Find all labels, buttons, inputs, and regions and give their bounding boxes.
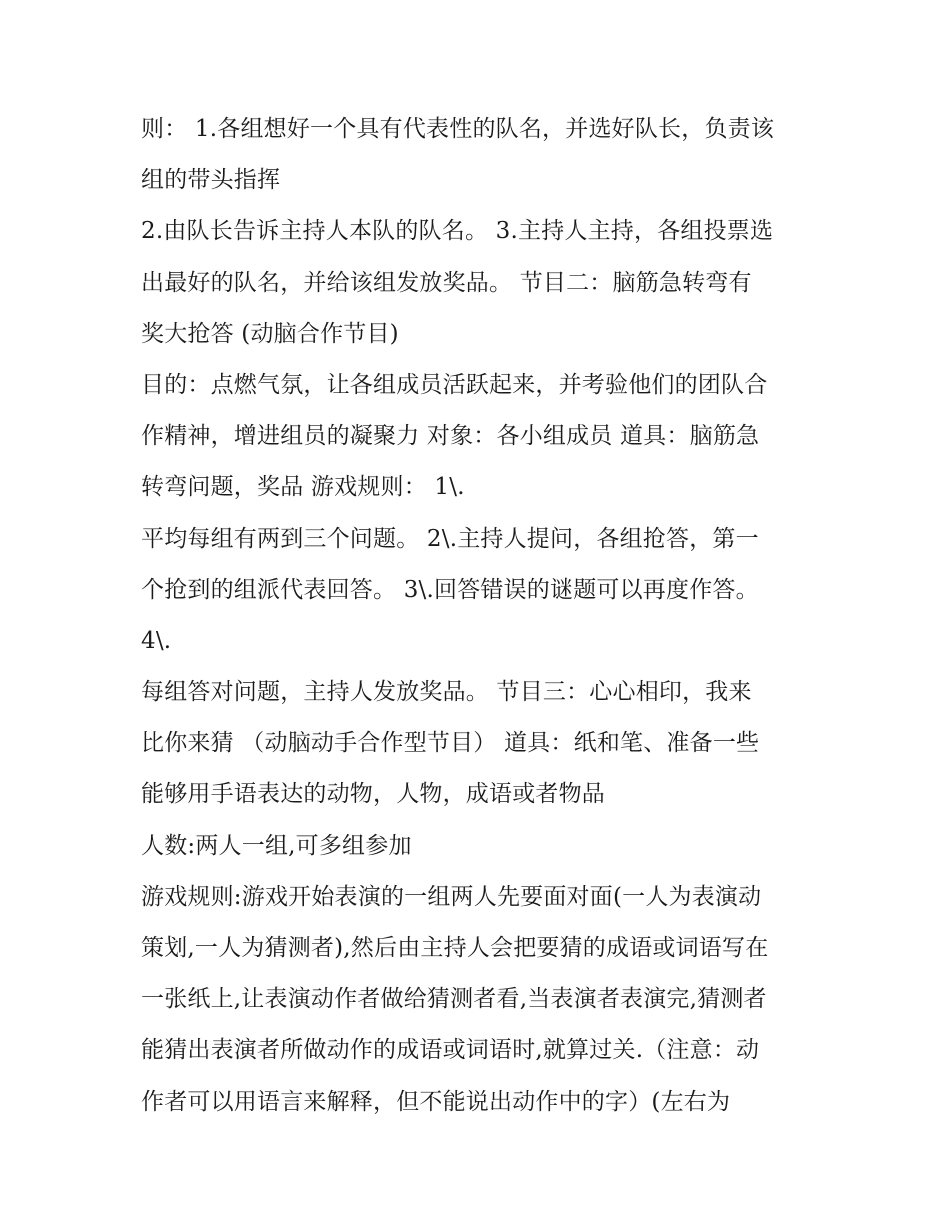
text-line: 奖大抢答 (动脑合作节目) — [141, 320, 399, 347]
text-line: 则： 1.各组想好一个具有代表性的队名，并选好队长，负责该 — [141, 116, 775, 142]
text-line: 个抢到的组派代表回答。 3\.回答错误的谜题可以再度作答。 — [141, 576, 759, 603]
text-line: 每组答对问题，主持人发放奖品。 节目三：心心相印，我来 — [141, 679, 752, 706]
text-line: 游戏规则:游戏开始表演的一组两人先要面对面(一人为表演动 — [141, 883, 762, 910]
text-line: 2.由队长告诉主持人本队的队名。 3.主持人主持，各组投票选 — [141, 218, 774, 245]
text-line: 作精神，增进组员的凝聚力 对象：各小组成员 道具：脑筋急 — [141, 423, 760, 450]
text-line: 一张纸上,让表演动作者做给猜测者看,当表演者表演完,猜测者 — [141, 986, 767, 1013]
text-line: 作者可以用语言来解释，但不能说出动作中的字）(左右为 — [141, 1088, 731, 1115]
text-line: 平均每组有两到三个问题。 2\.主持人提问，各组抢答，第一 — [141, 525, 759, 552]
text-line: 能够用手语表达的动物，人物，成语或者物品 — [141, 781, 605, 808]
text-line: 转弯问题，奖品 游戏规则： 1\. — [141, 474, 465, 501]
text-line: 能猜出表演者所做动作的成语或词语时,就算过关.（注意：动 — [141, 1037, 760, 1064]
text-line: 人数:两人一组,可多组参加 — [141, 832, 412, 859]
text-line: 比你来猜 （动脑动手合作型节目） 道具：纸和笔、准备一些 — [141, 730, 760, 757]
document-body — [141, 104, 821, 1128]
text-line: 目的：点燃气氛，让各组成员活跃起来，并考验他们的团队合 — [141, 371, 768, 398]
text-line: 4\. — [141, 627, 172, 654]
text-line: 出最好的队名，并给该组发放奖品。 节目二：脑筋急转弯有 — [141, 269, 752, 296]
text-line: 策划,一人为猜测者),然后由主持人会把要猜的成语或词语写在 — [141, 935, 769, 961]
text-line: 组的带头指挥 — [141, 167, 281, 194]
